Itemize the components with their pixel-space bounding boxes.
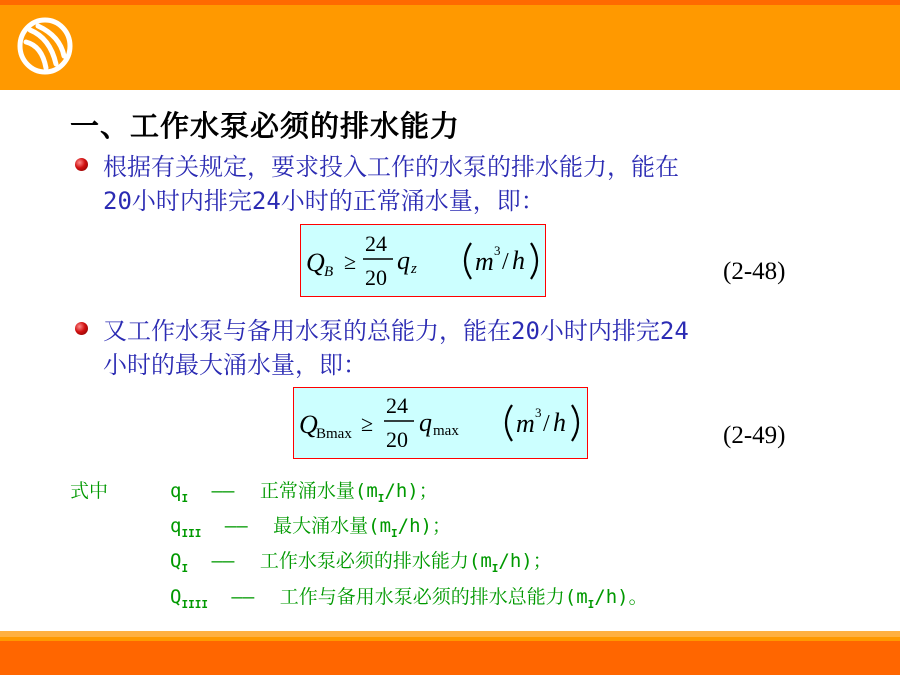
formula2-num: 24 bbox=[386, 393, 408, 418]
legend-tail: /h)； bbox=[498, 550, 552, 572]
formula1-unit-sep: / bbox=[502, 249, 509, 275]
legend-unit-sub: I bbox=[587, 597, 595, 611]
formula1-paren-left bbox=[465, 243, 471, 279]
formula1-unit-exp: 3 bbox=[494, 243, 501, 258]
page-title: 一、工作水泵必须的排水能力 bbox=[70, 109, 461, 143]
formula1-lhs-sub: B bbox=[324, 264, 334, 280]
formula2-paren-right bbox=[572, 405, 578, 441]
legend-symbol-sub: III bbox=[181, 526, 202, 540]
formula2-lhs: Q bbox=[299, 410, 318, 439]
formula2-lhs-sub: Bmax bbox=[316, 426, 352, 442]
legend-desc: 工作水泵必须的排水能力(m bbox=[259, 550, 492, 572]
legend-row bbox=[170, 546, 552, 575]
legend-desc: 工作与备用水泵必须的排水总能力(m bbox=[279, 586, 588, 608]
legend-tail: /h)； bbox=[397, 515, 451, 537]
legend-symbol: Q bbox=[170, 586, 182, 608]
legend-tail: /h)； bbox=[384, 480, 438, 502]
paragraph-2 bbox=[103, 314, 689, 382]
legend-symbol: q bbox=[170, 480, 182, 502]
legend-symbol: Q bbox=[170, 550, 182, 572]
formula1-den: 20 bbox=[365, 265, 387, 290]
legend-symbol: q bbox=[170, 515, 182, 537]
formula2-rhs: q bbox=[419, 408, 432, 437]
legend-desc: 正常涌水量(m bbox=[259, 480, 378, 502]
formula1-num: 24 bbox=[365, 231, 387, 256]
legend-dash: —— bbox=[231, 586, 255, 608]
legend-row bbox=[170, 582, 648, 611]
spiral-logo-icon bbox=[16, 16, 74, 76]
formula1-rhs: q bbox=[397, 246, 410, 275]
legend-unit-sub: I bbox=[377, 491, 385, 505]
formula2-unit-sep: / bbox=[543, 411, 550, 437]
formula2-unit-exp: 3 bbox=[535, 405, 542, 420]
footer-light-stripe bbox=[0, 631, 900, 637]
paragraph-1-line-2: 20小时内排完24小时的正常涌水量，即： bbox=[103, 187, 545, 215]
formula2-unit-m: m bbox=[516, 409, 535, 438]
formula1-lhs: Q bbox=[306, 248, 325, 277]
paragraph-1-line-1: 根据有关规定，要求投入工作的水泵的排水能力，能在 bbox=[103, 153, 679, 181]
formula2-rhs-sub: max bbox=[433, 423, 459, 439]
legend-symbol-sub: IIII bbox=[181, 597, 208, 611]
equation-number-2-48: (2-48) bbox=[723, 258, 786, 285]
formula1-rhs-sub: z bbox=[411, 261, 417, 277]
formula2-op: ≥ bbox=[361, 411, 374, 436]
legend-row bbox=[170, 476, 438, 505]
paragraph-2-line-1: 又工作水泵与备用水泵的总能力，能在20小时内排完24 bbox=[103, 317, 689, 345]
formula2-unit-h: h bbox=[553, 408, 566, 437]
legend-dash: —— bbox=[211, 550, 235, 572]
footer-bar bbox=[0, 631, 900, 675]
red-sphere-bullet-icon bbox=[75, 322, 88, 335]
header-dark-stripe bbox=[0, 0, 900, 5]
formula1-op: ≥ bbox=[344, 249, 357, 274]
legend-symbol-sub: I bbox=[181, 561, 189, 575]
equation-number-2-49: (2-49) bbox=[723, 422, 786, 449]
paragraph-2-line-2: 小时的最大涌水量，即： bbox=[103, 351, 367, 379]
formula2-den: 20 bbox=[386, 427, 408, 452]
formula1-unit-m: m bbox=[475, 247, 494, 276]
footer-dark-stripe bbox=[0, 641, 900, 675]
red-sphere-bullet-icon bbox=[75, 158, 88, 171]
formula1-unit-h: h bbox=[512, 246, 525, 275]
formula1-paren-right bbox=[531, 243, 537, 279]
legend-dash: —— bbox=[211, 480, 235, 502]
legend-desc: 最大涌水量(m bbox=[273, 515, 392, 537]
legend-dash: —— bbox=[224, 515, 248, 537]
formula-2-48 bbox=[300, 224, 546, 297]
formula2-paren-left bbox=[506, 405, 512, 441]
paragraph-1 bbox=[103, 150, 679, 218]
legend-row bbox=[170, 511, 451, 540]
legend-tail: /h)。 bbox=[594, 586, 648, 608]
formula-2-49 bbox=[293, 387, 588, 459]
legend-symbol-sub: I bbox=[181, 491, 189, 505]
legend-unit-sub: I bbox=[391, 526, 398, 540]
legend-label: 式中 bbox=[70, 480, 109, 502]
header-bar bbox=[0, 0, 900, 90]
legend-unit-sub: I bbox=[491, 561, 499, 575]
